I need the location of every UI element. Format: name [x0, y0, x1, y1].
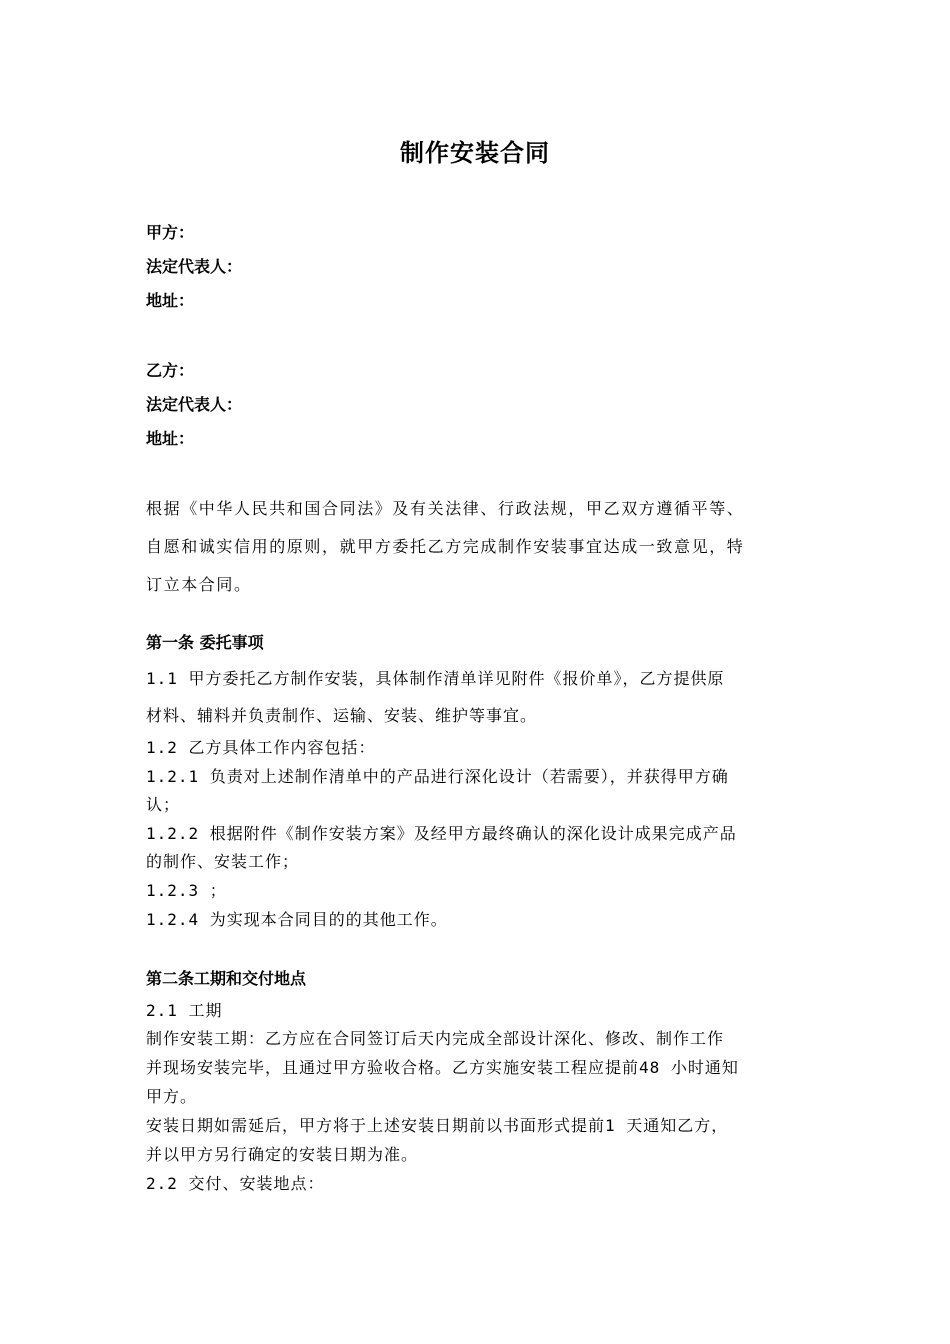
article-1	[146, 626, 816, 934]
article-1-line: 认；	[146, 795, 181, 814]
article-1-line: 1.2.2 根据附件《制作安装方案》及经甲方最终确认的深化设计成果完成产品	[146, 824, 737, 843]
party-a-block	[146, 216, 816, 318]
article-1-line: 的制作、安装工作；	[146, 852, 300, 871]
article-1-line: 1.2.1 负责对上述制作清单中的产品进行深化设计（若需要），并获得甲方确	[146, 767, 729, 786]
preamble-paragraph	[146, 490, 816, 604]
article-1-line: 材料、辅料并负责制作、运输、安装、维护等事宜。	[146, 706, 538, 725]
article-2-line: 安装日期如需延后，甲方将于上述安装日期前以书面形式提前1 天通知乙方，	[146, 1116, 729, 1135]
article-2-line: 甲方。	[146, 1087, 198, 1106]
article-1-line: 1.2.4 为实现本合同目的的其他工作。	[146, 910, 448, 929]
article-1-line: 1.1 甲方委托乙方制作安装，具体制作清单详见附件《报价单》，乙方提供原	[146, 669, 725, 688]
article-2-line: 2.2 交付、安装地点：	[146, 1174, 325, 1193]
article-2-line: 制作安装工期：乙方应在合同签订后天内完成全部设计深化、修改、制作工作	[146, 1029, 725, 1048]
article-2-heading: 第二条工期和交付地点	[146, 969, 307, 988]
article-1-heading: 第一条 委托事项	[146, 633, 264, 652]
party-a-label: 甲方：	[146, 223, 195, 242]
preamble-line: 根据《中华人民共和国合同法》及有关法律、行政法规，甲乙双方遵循平等、	[146, 499, 745, 518]
party-a-rep-label: 法定代表人：	[146, 257, 243, 276]
party-a-address-label: 地址：	[146, 291, 195, 310]
document-title: 制作安装合同	[400, 139, 550, 167]
article-2	[146, 962, 816, 1198]
article-2-line: 并现场安装完毕，且通过甲方验收合格。乙方实施安装工程应提前48 小时通知	[146, 1058, 739, 1077]
preamble-line: 订立本合同。	[146, 575, 252, 594]
article-2-line: 2.1 工期	[146, 1001, 223, 1020]
party-b-label: 乙方：	[146, 361, 195, 380]
article-2-line: 并以甲方另行确定的安装日期为准。	[146, 1145, 419, 1164]
party-b-address-label: 地址：	[146, 429, 195, 448]
preamble-line: 自愿和诚实信用的原则，就甲方委托乙方完成制作安装事宜达成一致意见，特	[146, 537, 745, 556]
party-b-block	[146, 354, 816, 456]
article-1-line: 1.2 乙方具体工作内容包括：	[146, 738, 376, 757]
party-b-rep-label: 法定代表人：	[146, 395, 243, 414]
article-1-line: 1.2.3 ；	[146, 881, 227, 900]
